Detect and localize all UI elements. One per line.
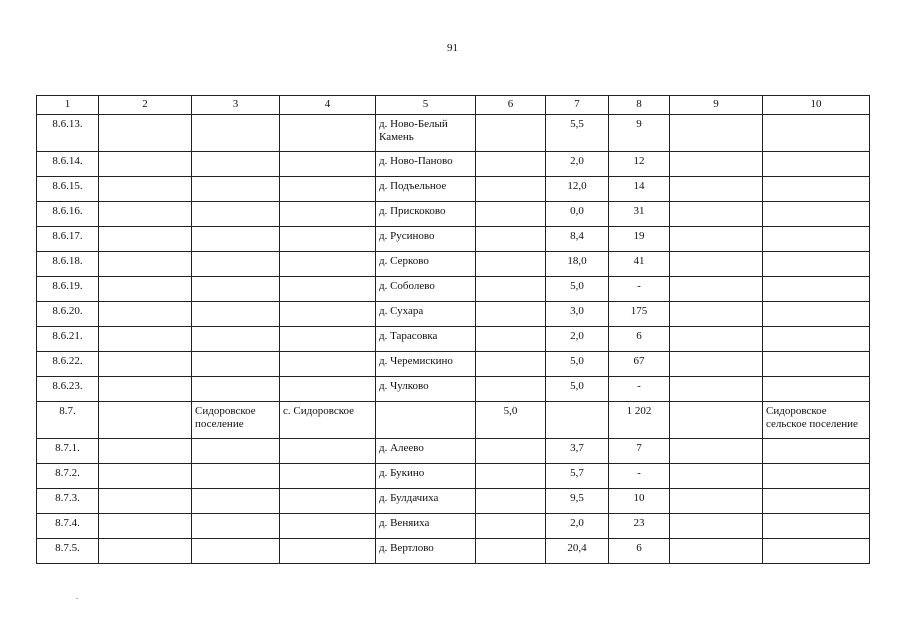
admin-center-cell xyxy=(280,539,376,564)
municipality-cell xyxy=(192,439,280,464)
table-row xyxy=(37,352,870,377)
col6-cell xyxy=(476,539,546,564)
settlement-type-cell xyxy=(763,202,870,227)
row-number-cell: 8.7.1. xyxy=(37,439,99,464)
col9-cell xyxy=(670,514,763,539)
col2-cell xyxy=(99,115,192,152)
admin-center-cell xyxy=(280,464,376,489)
settlements-table xyxy=(36,95,870,564)
row-number-cell: 8.6.23. xyxy=(37,377,99,402)
row-number-cell: 8.6.18. xyxy=(37,252,99,277)
table-row xyxy=(37,327,870,352)
admin-center-cell xyxy=(280,177,376,202)
distance-cell: 9,5 xyxy=(546,489,609,514)
col2-cell xyxy=(99,402,192,439)
municipality-cell xyxy=(192,327,280,352)
distance-cell: 5,0 xyxy=(546,352,609,377)
municipality-cell xyxy=(192,177,280,202)
column-header: 6 xyxy=(476,96,546,115)
col2-cell xyxy=(99,277,192,302)
table-row xyxy=(37,402,870,439)
distance-cell: 20,4 xyxy=(546,539,609,564)
col9-cell xyxy=(670,327,763,352)
col2-cell xyxy=(99,377,192,402)
settlement-type-cell xyxy=(763,327,870,352)
population-cell: 31 xyxy=(609,202,670,227)
col2-cell xyxy=(99,302,192,327)
col2-cell xyxy=(99,514,192,539)
settlement-type-cell xyxy=(763,115,870,152)
row-number-cell: 8.6.17. xyxy=(37,227,99,252)
table-row xyxy=(37,115,870,152)
col2-cell xyxy=(99,464,192,489)
admin-center-cell xyxy=(280,439,376,464)
col9-cell xyxy=(670,252,763,277)
admin-center-cell xyxy=(280,489,376,514)
settlement-type-cell xyxy=(763,439,870,464)
municipality-cell xyxy=(192,227,280,252)
col9-cell xyxy=(670,489,763,514)
row-number-cell: 8.6.22. xyxy=(37,352,99,377)
admin-center-cell xyxy=(280,514,376,539)
settlement-name-cell: д. Соболево xyxy=(376,277,476,302)
row-number-cell: 8.7.3. xyxy=(37,489,99,514)
column-header: 1 xyxy=(37,96,99,115)
table-row xyxy=(37,277,870,302)
column-header: 9 xyxy=(670,96,763,115)
distance-cell: 8,4 xyxy=(546,227,609,252)
col9-cell xyxy=(670,202,763,227)
table-row xyxy=(37,377,870,402)
col9-cell xyxy=(670,302,763,327)
col9-cell xyxy=(670,115,763,152)
settlement-type-cell xyxy=(763,464,870,489)
col9-cell xyxy=(670,177,763,202)
distance-cell: 0,0 xyxy=(546,202,609,227)
col6-cell xyxy=(476,352,546,377)
settlement-name-cell: д. Сухара xyxy=(376,302,476,327)
col9-cell xyxy=(670,152,763,177)
row-number-cell: 8.6.15. xyxy=(37,177,99,202)
row-number-cell: 8.7.4. xyxy=(37,514,99,539)
settlement-type-cell xyxy=(763,489,870,514)
col9-cell xyxy=(670,539,763,564)
row-number-cell: 8.6.19. xyxy=(37,277,99,302)
table-row xyxy=(37,202,870,227)
population-cell: 67 xyxy=(609,352,670,377)
row-number-cell: 8.7.5. xyxy=(37,539,99,564)
settlement-name-cell: д. Чулково xyxy=(376,377,476,402)
population-cell: 7 xyxy=(609,439,670,464)
settlement-name-cell: д. Булдачиха xyxy=(376,489,476,514)
distance-cell: 3,7 xyxy=(546,439,609,464)
col9-cell xyxy=(670,439,763,464)
table-row xyxy=(37,227,870,252)
settlement-type-cell xyxy=(763,277,870,302)
distance-cell: 18,0 xyxy=(546,252,609,277)
col9-cell xyxy=(670,277,763,302)
distance-cell: 5,0 xyxy=(546,277,609,302)
col2-cell xyxy=(99,227,192,252)
row-number-cell: 8.6.21. xyxy=(37,327,99,352)
col2-cell xyxy=(99,539,192,564)
admin-center-cell xyxy=(280,302,376,327)
row-number-cell: 8.6.14. xyxy=(37,152,99,177)
col2-cell xyxy=(99,152,192,177)
settlement-name-cell: д. Серково xyxy=(376,252,476,277)
col2-cell xyxy=(99,252,192,277)
settlement-type-cell xyxy=(763,377,870,402)
col2-cell xyxy=(99,489,192,514)
column-header: 10 xyxy=(763,96,870,115)
municipality-cell xyxy=(192,464,280,489)
scan-speck xyxy=(76,598,78,599)
municipality-cell xyxy=(192,277,280,302)
population-cell: 14 xyxy=(609,177,670,202)
row-number-cell: 8.6.16. xyxy=(37,202,99,227)
distance-cell: 5,7 xyxy=(546,464,609,489)
col6-cell xyxy=(476,302,546,327)
municipality-cell xyxy=(192,489,280,514)
admin-center-cell xyxy=(280,252,376,277)
admin-center-cell xyxy=(280,377,376,402)
admin-center-cell xyxy=(280,115,376,152)
col9-cell xyxy=(670,377,763,402)
admin-center-cell xyxy=(280,227,376,252)
col6-cell xyxy=(476,252,546,277)
col2-cell xyxy=(99,439,192,464)
col6-cell xyxy=(476,464,546,489)
row-number-cell: 8.7. xyxy=(37,402,99,439)
settlement-type-cell xyxy=(763,177,870,202)
settlement-type-cell xyxy=(763,227,870,252)
table-row xyxy=(37,439,870,464)
population-cell: 12 xyxy=(609,152,670,177)
header-row xyxy=(37,96,870,115)
table-row xyxy=(37,152,870,177)
population-cell: 23 xyxy=(609,514,670,539)
col2-cell xyxy=(99,327,192,352)
admin-center-cell: с. Сидоровское xyxy=(280,402,376,439)
distance-cell: 2,0 xyxy=(546,327,609,352)
distance-cell: 2,0 xyxy=(546,514,609,539)
admin-center-cell xyxy=(280,352,376,377)
distance-cell xyxy=(546,402,609,439)
table-row xyxy=(37,252,870,277)
table-row xyxy=(37,177,870,202)
col6-cell xyxy=(476,514,546,539)
col6-cell xyxy=(476,439,546,464)
settlement-name-cell: д. Ново-Белый Камень xyxy=(376,115,476,152)
admin-center-cell xyxy=(280,152,376,177)
population-cell: 9 xyxy=(609,115,670,152)
col9-cell xyxy=(670,402,763,439)
column-header: 5 xyxy=(376,96,476,115)
col6-cell xyxy=(476,202,546,227)
settlement-type-cell xyxy=(763,252,870,277)
settlement-type-cell xyxy=(763,514,870,539)
col6-cell xyxy=(476,277,546,302)
row-number-cell: 8.6.13. xyxy=(37,115,99,152)
municipality-cell xyxy=(192,302,280,327)
municipality-cell xyxy=(192,514,280,539)
col6-cell xyxy=(476,152,546,177)
col6-cell xyxy=(476,489,546,514)
population-cell: 6 xyxy=(609,539,670,564)
distance-cell: 3,0 xyxy=(546,302,609,327)
distance-cell: 12,0 xyxy=(546,177,609,202)
table-row xyxy=(37,489,870,514)
settlement-type-cell xyxy=(763,302,870,327)
admin-center-cell xyxy=(280,202,376,227)
settlement-type-cell: Сидоровское сельское поселение xyxy=(763,402,870,439)
page-number: 91 xyxy=(447,42,458,54)
admin-center-cell xyxy=(280,277,376,302)
col9-cell xyxy=(670,227,763,252)
population-cell: - xyxy=(609,377,670,402)
row-number-cell: 8.7.2. xyxy=(37,464,99,489)
municipality-cell xyxy=(192,202,280,227)
distance-cell: 5,0 xyxy=(546,377,609,402)
population-cell: - xyxy=(609,464,670,489)
settlement-name-cell: д. Ново-Паново xyxy=(376,152,476,177)
settlement-name-cell: д. Вертлово xyxy=(376,539,476,564)
municipality-cell xyxy=(192,377,280,402)
column-header: 2 xyxy=(99,96,192,115)
column-header: 3 xyxy=(192,96,280,115)
col9-cell xyxy=(670,464,763,489)
settlement-type-cell xyxy=(763,539,870,564)
municipality-cell xyxy=(192,115,280,152)
row-number-cell: 8.6.20. xyxy=(37,302,99,327)
municipality-cell: Сидоровское поселение xyxy=(192,402,280,439)
col6-cell xyxy=(476,177,546,202)
table-row xyxy=(37,464,870,489)
distance-cell: 5,5 xyxy=(546,115,609,152)
column-header: 8 xyxy=(609,96,670,115)
municipality-cell xyxy=(192,252,280,277)
municipality-cell xyxy=(192,539,280,564)
admin-center-cell xyxy=(280,327,376,352)
column-header: 4 xyxy=(280,96,376,115)
distance-cell: 2,0 xyxy=(546,152,609,177)
population-cell: 6 xyxy=(609,327,670,352)
col6-cell: 5,0 xyxy=(476,402,546,439)
settlement-type-cell xyxy=(763,352,870,377)
col2-cell xyxy=(99,177,192,202)
settlement-name-cell: д. Прискоково xyxy=(376,202,476,227)
col6-cell xyxy=(476,115,546,152)
municipality-cell xyxy=(192,352,280,377)
col6-cell xyxy=(476,327,546,352)
col6-cell xyxy=(476,227,546,252)
population-cell: 41 xyxy=(609,252,670,277)
col2-cell xyxy=(99,202,192,227)
table-row xyxy=(37,514,870,539)
table-row xyxy=(37,302,870,327)
population-cell: 19 xyxy=(609,227,670,252)
settlement-name-cell: д. Черемискино xyxy=(376,352,476,377)
table-row xyxy=(37,539,870,564)
population-cell: 1 202 xyxy=(609,402,670,439)
population-cell: 10 xyxy=(609,489,670,514)
population-cell: - xyxy=(609,277,670,302)
col2-cell xyxy=(99,352,192,377)
settlement-name-cell: д. Русиново xyxy=(376,227,476,252)
col6-cell xyxy=(476,377,546,402)
settlement-name-cell: д. Алеево xyxy=(376,439,476,464)
settlement-name-cell xyxy=(376,402,476,439)
settlement-name-cell: д. Веняиха xyxy=(376,514,476,539)
settlement-name-cell: д. Букино xyxy=(376,464,476,489)
population-cell: 175 xyxy=(609,302,670,327)
settlement-type-cell xyxy=(763,152,870,177)
column-header: 7 xyxy=(546,96,609,115)
settlement-name-cell: д. Подъельное xyxy=(376,177,476,202)
municipality-cell xyxy=(192,152,280,177)
settlement-name-cell: д. Тарасовка xyxy=(376,327,476,352)
col9-cell xyxy=(670,352,763,377)
